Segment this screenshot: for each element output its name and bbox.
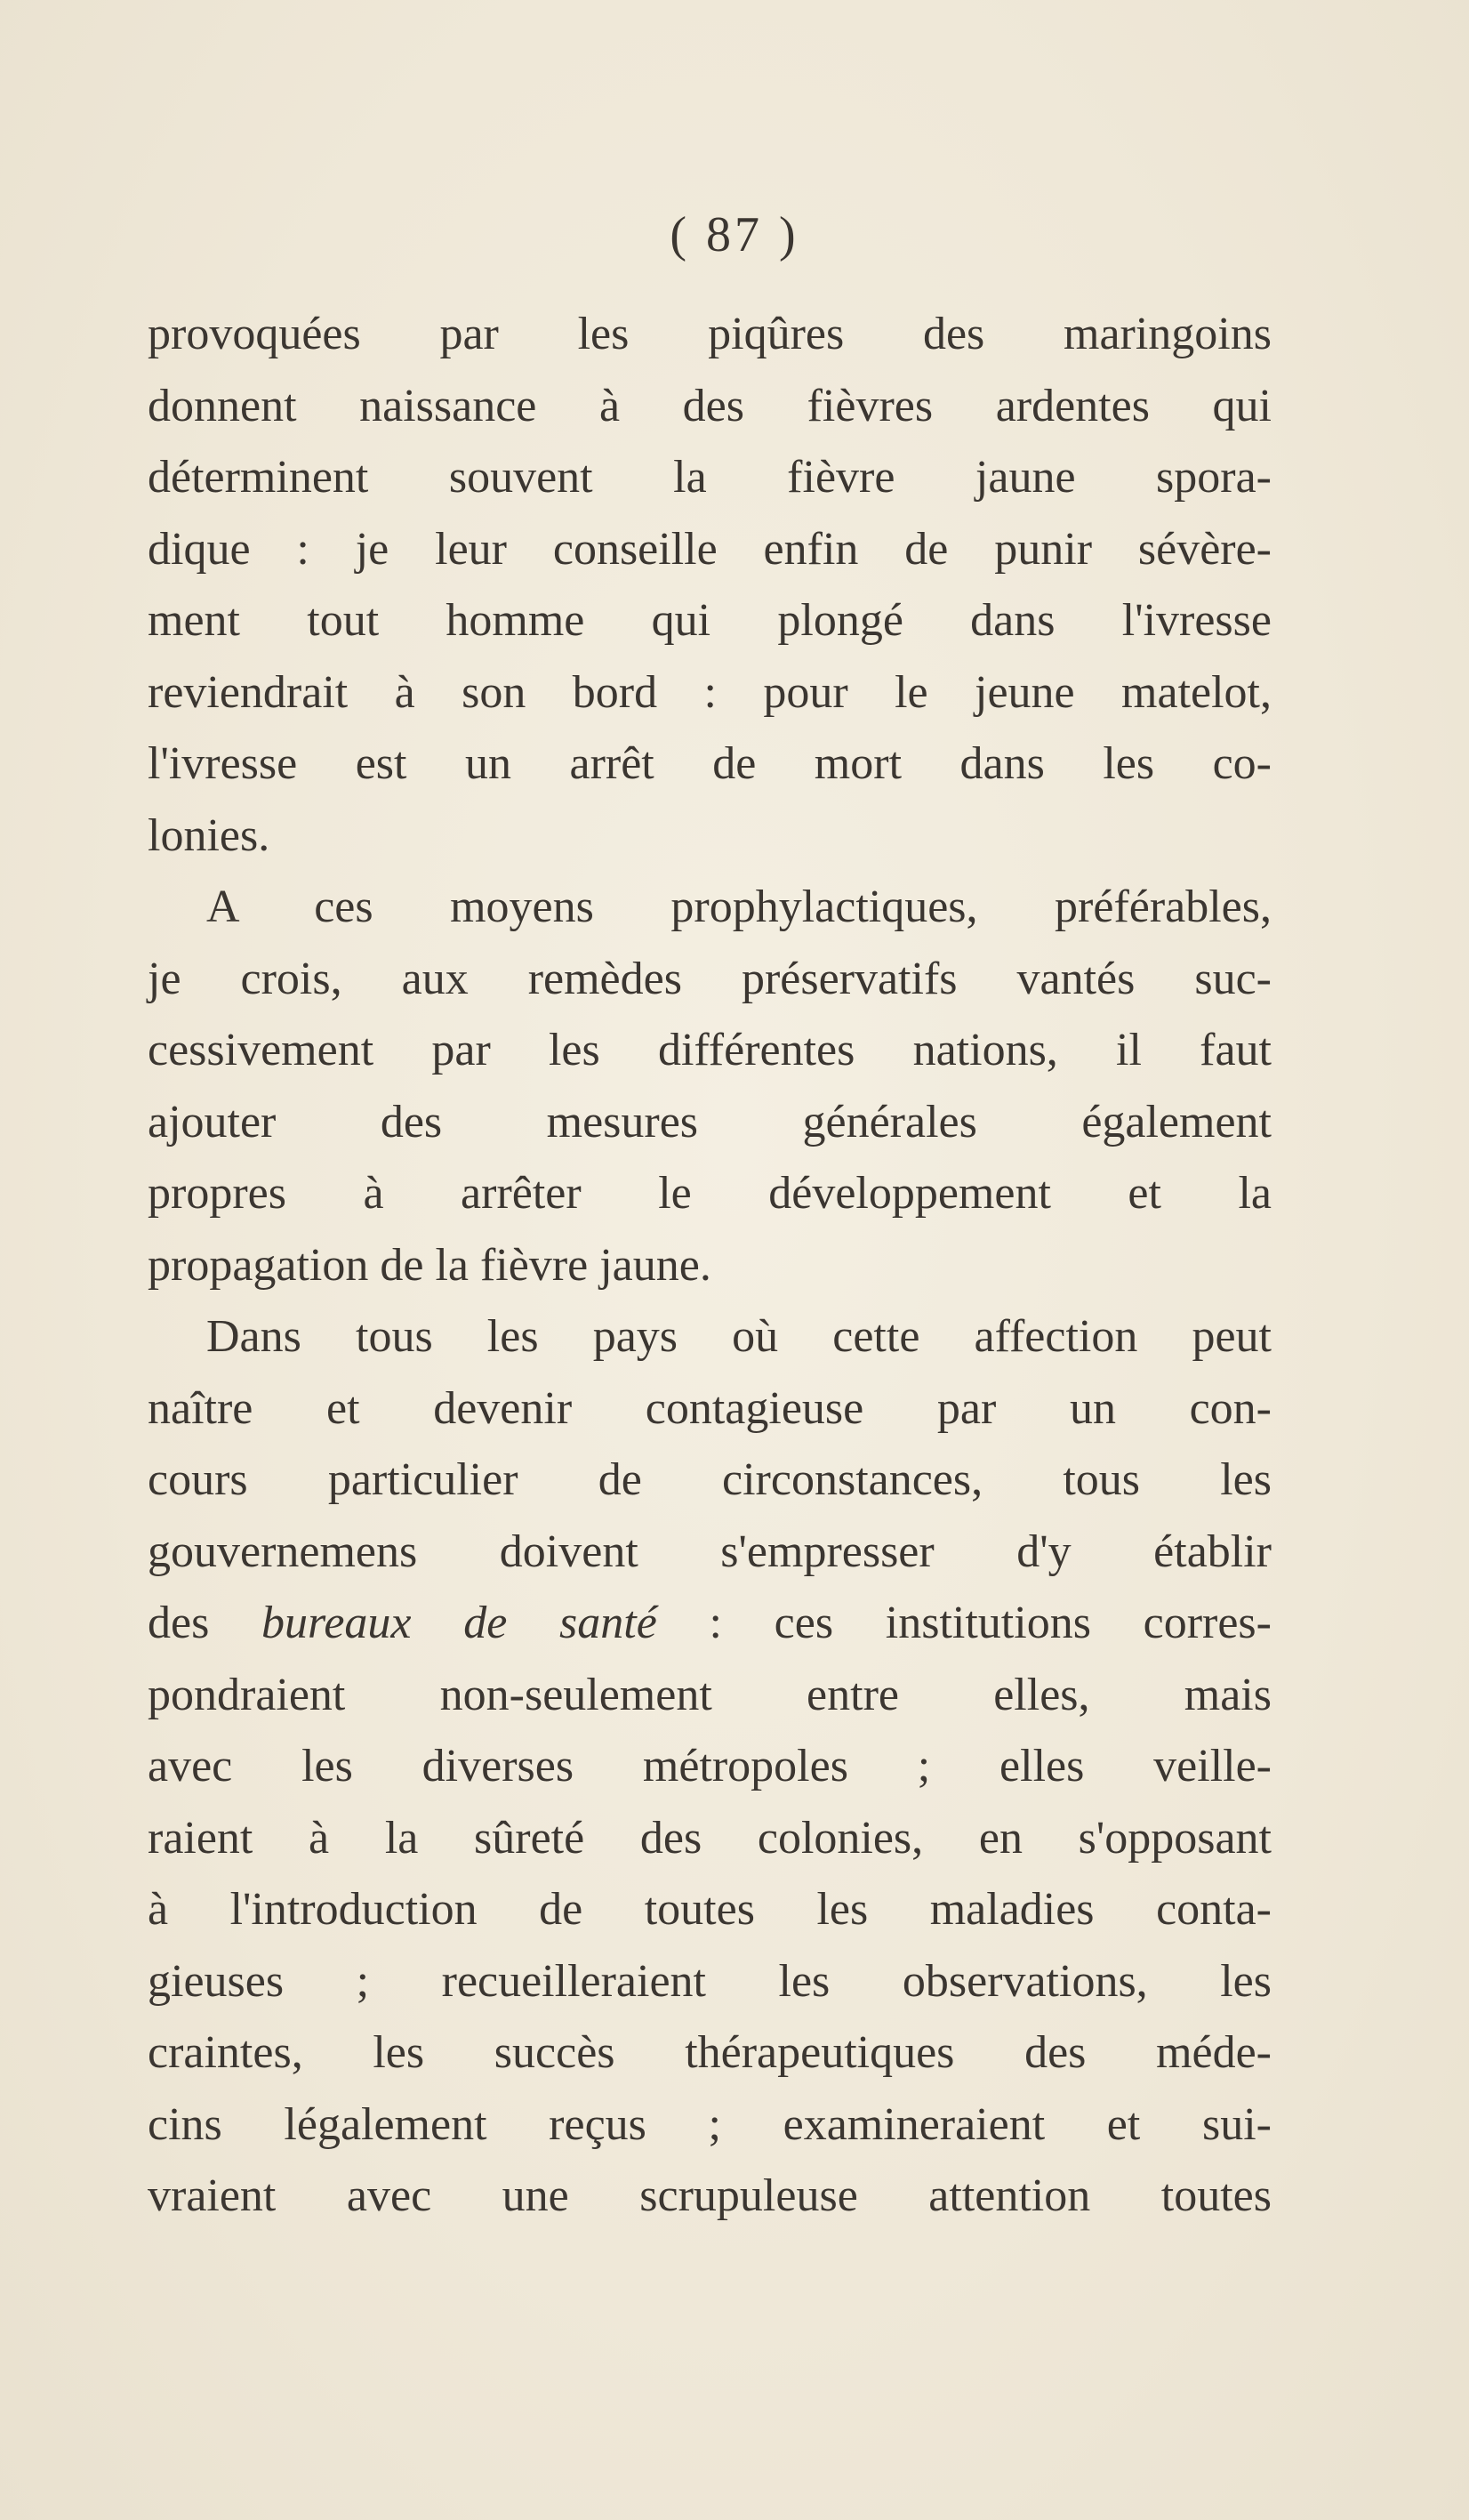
- text-line: A ces moyens prophylactiques, préférables,: [206, 882, 1272, 932]
- text-line: cours particulier de circonstances, tous les: [148, 1454, 1272, 1505]
- page-number: ( 87 ): [670, 207, 799, 262]
- italic-term: bureaux de santé: [261, 1598, 657, 1648]
- text-line: naître et devenir contagieuse par un con-: [148, 1382, 1272, 1434]
- text-line: craintes, les succès thérapeutiques des méde-: [148, 2027, 1272, 2078]
- text-line: déterminent souvent la fièvre jaune spora-: [148, 452, 1272, 503]
- text-line: raient à la sûreté des colonies, en s'opposant: [148, 1812, 1272, 1864]
- text-line: l'ivresse est un arrêt de mort dans les co-: [148, 738, 1272, 789]
- text-line: reviendrait à son bord : pour le jeune matelot,: [148, 666, 1272, 718]
- body-text: [148, 299, 1272, 2233]
- text-line: vraient avec une scrupuleuse attention toutes: [148, 2170, 1272, 2221]
- text-line: [148, 1588, 1272, 1660]
- text-line: avec les diverses métropoles ; elles veille-: [148, 1741, 1272, 1791]
- text-line: ajouter des mesures générales également: [148, 1096, 1272, 1147]
- text-line: gieuses ; recueilleraient les observations, les: [148, 1955, 1272, 2007]
- text-line: pondraient non-seulement entre elles, mais: [148, 1669, 1272, 1720]
- text-line: propres à arrêter le développement et la: [148, 1168, 1272, 1219]
- text-line: Dans tous les pays où cette affection peut: [206, 1311, 1272, 1362]
- text-line: cins légalement reçus ; examineraient et sui-: [148, 2098, 1272, 2150]
- text-line: cessivement par les différentes nations, il faut: [148, 1025, 1272, 1075]
- text-line: donnent naissance à des fièvres ardentes qui: [148, 380, 1272, 431]
- text-line: propagation de la fièvre jaune.: [148, 1239, 711, 1291]
- text-line: ment tout homme qui plongé dans l'ivresse: [148, 595, 1272, 646]
- text-segment: des: [148, 1598, 262, 1648]
- text-line: dique : je leur conseille enfin de punir sévère-: [148, 523, 1272, 575]
- text-line: à l'introduction de toutes les maladies conta-: [148, 1884, 1272, 1935]
- text-line: provoquées par les piqûres des maringoins: [148, 309, 1272, 359]
- text-line: gouvernemens doivent s'empresser d'y établir: [148, 1526, 1272, 1577]
- text-line: lonies.: [148, 809, 270, 861]
- text-segment: : ces institutions corres-: [656, 1598, 1272, 1648]
- text-line: je crois, aux remèdes préservatifs vantés suc-: [148, 953, 1272, 1004]
